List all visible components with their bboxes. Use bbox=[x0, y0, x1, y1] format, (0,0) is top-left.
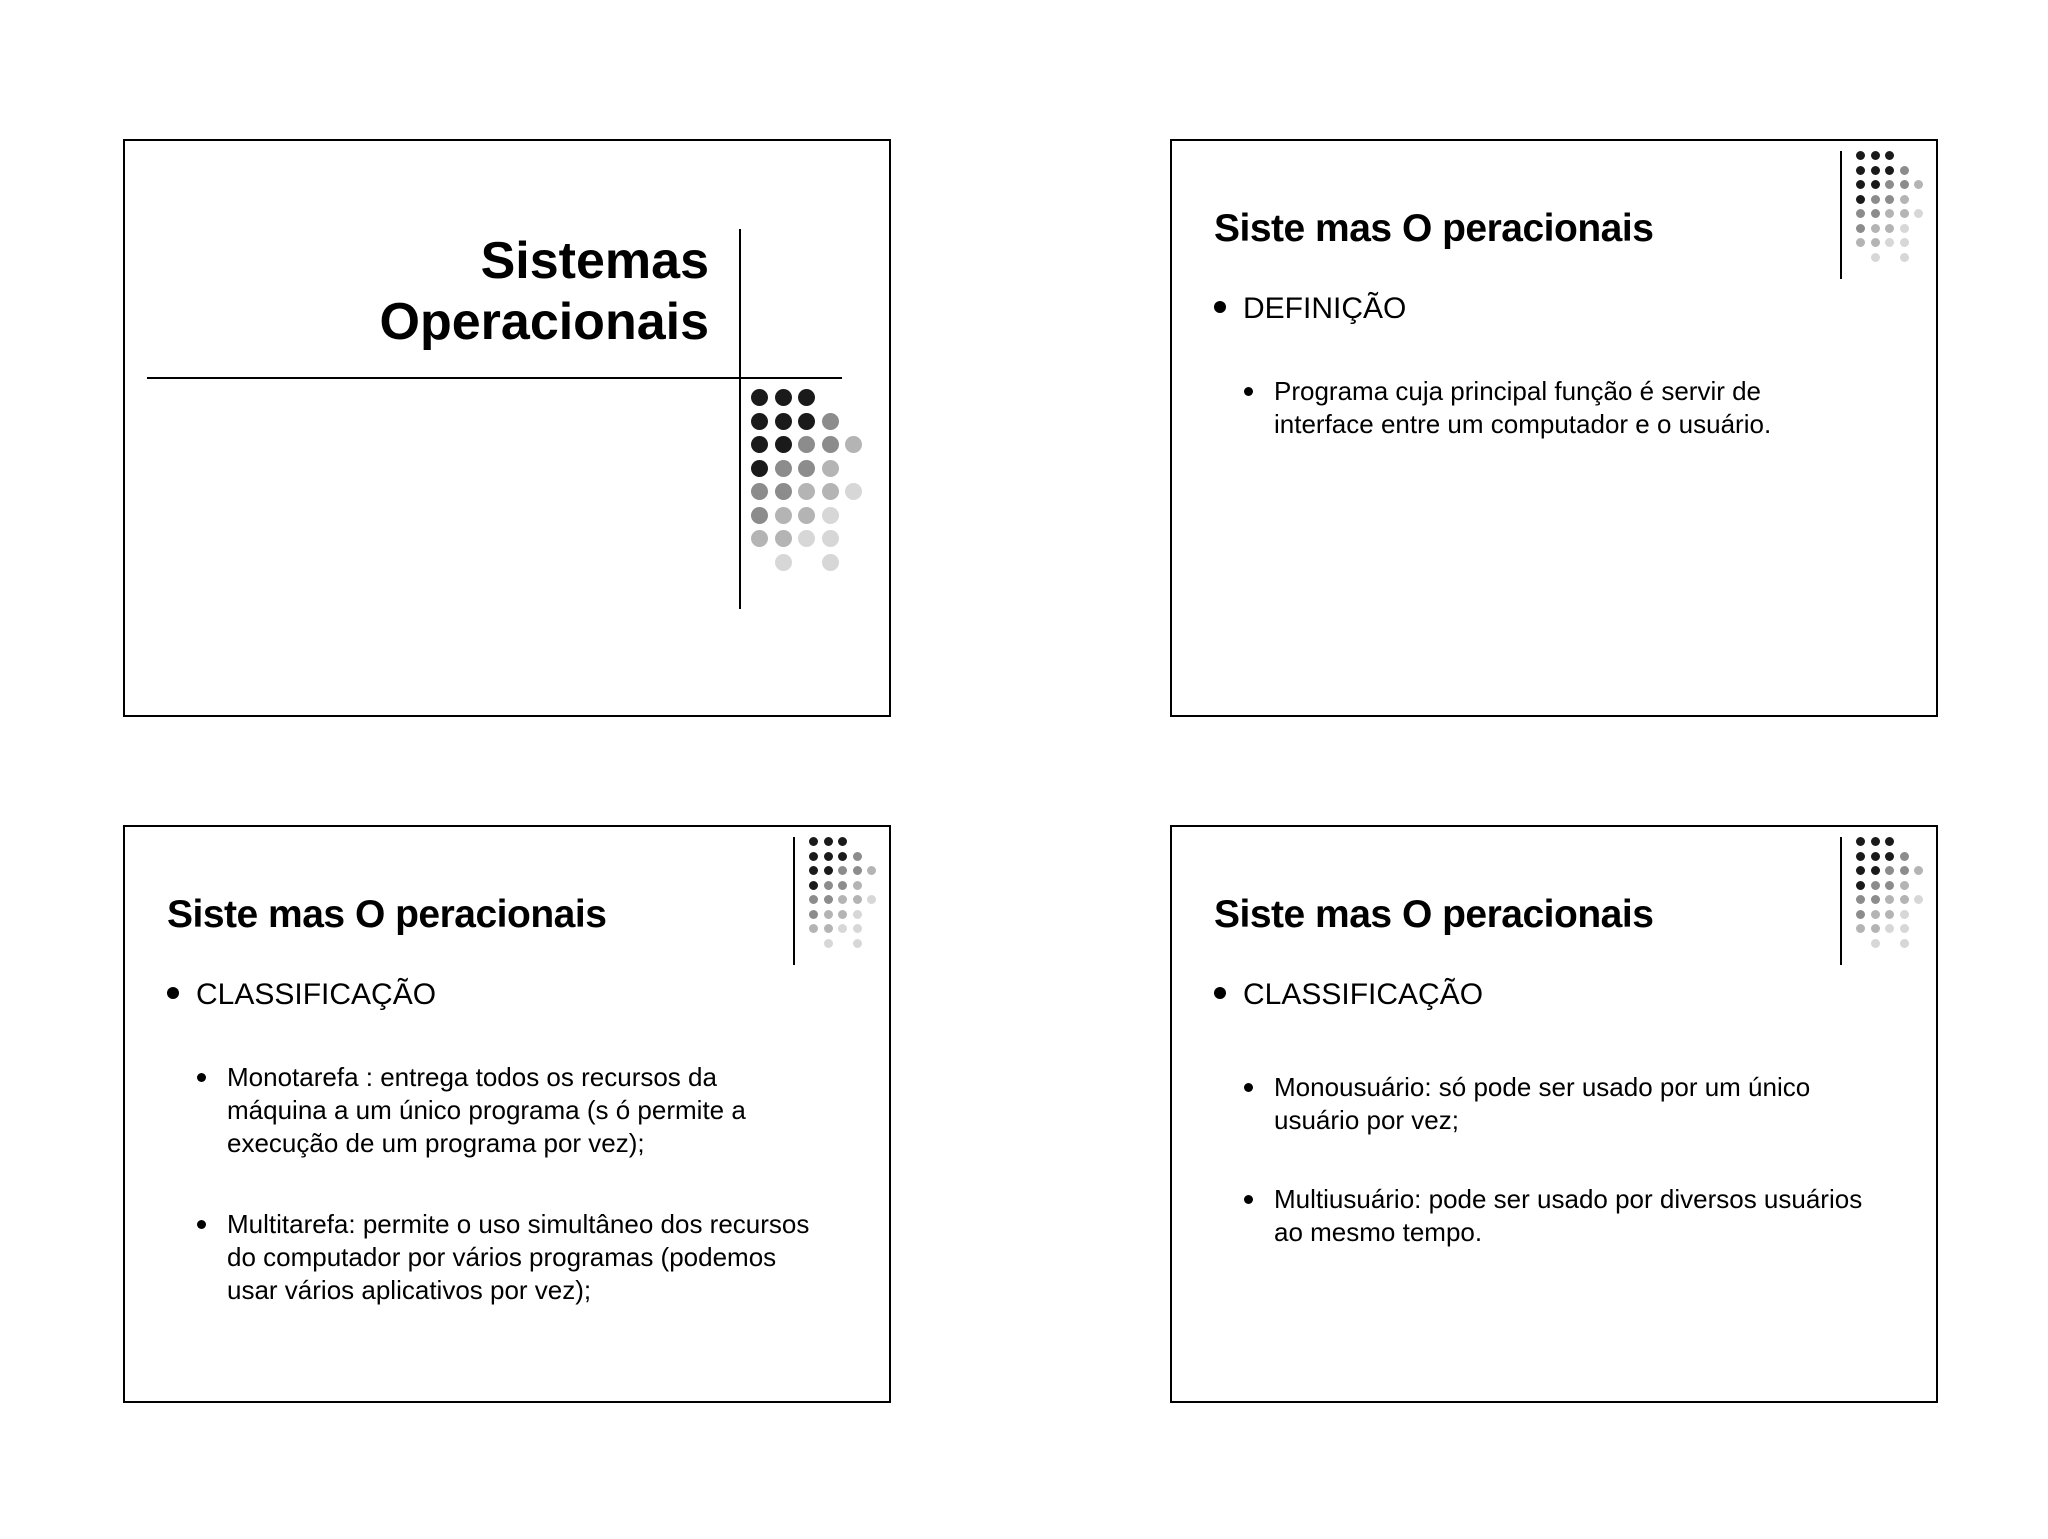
decorative-dot bbox=[775, 413, 792, 430]
divider-vertical bbox=[793, 837, 795, 965]
slide-title: Siste mas O peracionais bbox=[1214, 893, 1654, 936]
divider-vertical bbox=[1840, 837, 1842, 965]
decorative-dot bbox=[1871, 837, 1880, 846]
decorative-dot bbox=[824, 939, 833, 948]
decorative-dot bbox=[798, 483, 815, 500]
decorative-dot bbox=[1885, 238, 1894, 247]
bullet-item-text: Programa cuja principal função é servir de interface entre um computador e o usuário. bbox=[1274, 376, 1772, 439]
decorative-dot bbox=[1856, 151, 1865, 160]
decorative-dot bbox=[1856, 195, 1865, 204]
dot-pattern-decoration bbox=[751, 389, 871, 589]
decorative-dot bbox=[1856, 910, 1865, 919]
decorative-dot bbox=[751, 483, 768, 500]
decorative-dot bbox=[798, 460, 815, 477]
decorative-dot bbox=[838, 881, 847, 890]
decorative-dot bbox=[1885, 195, 1894, 204]
decorative-dot bbox=[824, 852, 833, 861]
decorative-dot bbox=[751, 460, 768, 477]
decorative-dot bbox=[775, 507, 792, 524]
divider-vertical bbox=[739, 229, 741, 609]
decorative-dot bbox=[1856, 866, 1865, 875]
decorative-dot bbox=[1871, 238, 1880, 247]
slide-1 bbox=[123, 139, 891, 717]
decorative-dot bbox=[809, 837, 818, 846]
decorative-dot bbox=[1856, 238, 1865, 247]
decorative-dot bbox=[775, 436, 792, 453]
decorative-dot bbox=[822, 554, 839, 571]
decorative-dot bbox=[822, 483, 839, 500]
slide-title: Siste mas O peracionais bbox=[167, 893, 607, 936]
decorative-dot bbox=[1856, 224, 1865, 233]
bullet-dot-icon bbox=[197, 1073, 206, 1082]
decorative-dot bbox=[809, 866, 818, 875]
decorative-dot bbox=[809, 910, 818, 919]
decorative-dot bbox=[1856, 837, 1865, 846]
decorative-dot bbox=[824, 895, 833, 904]
decorative-dot bbox=[853, 939, 862, 948]
dot-pattern-decoration bbox=[809, 837, 889, 953]
decorative-dot bbox=[1856, 166, 1865, 175]
decorative-dot bbox=[822, 530, 839, 547]
decorative-dot bbox=[1871, 939, 1880, 948]
decorative-dot bbox=[838, 924, 847, 933]
decorative-dot bbox=[1900, 180, 1909, 189]
decorative-dot bbox=[867, 866, 876, 875]
decorative-dot bbox=[1900, 253, 1909, 262]
decorative-dot bbox=[809, 881, 818, 890]
decorative-dot bbox=[1885, 852, 1894, 861]
decorative-dot bbox=[798, 413, 815, 430]
bullet-dot-icon bbox=[1214, 301, 1226, 313]
decorative-dot bbox=[824, 866, 833, 875]
decorative-dot bbox=[853, 866, 862, 875]
bullet-item bbox=[1244, 1071, 1866, 1137]
decorative-dot bbox=[1871, 180, 1880, 189]
decorative-dot bbox=[1871, 910, 1880, 919]
decorative-dot bbox=[751, 413, 768, 430]
decorative-dot bbox=[1856, 924, 1865, 933]
decorative-dot bbox=[867, 895, 876, 904]
decorative-dot bbox=[1871, 224, 1880, 233]
decorative-dot bbox=[838, 852, 847, 861]
bullet-heading-text: CLASSIFICAÇÃO bbox=[1243, 978, 1484, 1011]
decorative-dot bbox=[1871, 895, 1880, 904]
decorative-dot bbox=[838, 895, 847, 904]
decorative-dot bbox=[1871, 151, 1880, 160]
decorative-dot bbox=[1885, 881, 1894, 890]
decorative-dot bbox=[775, 460, 792, 477]
decorative-dot bbox=[1900, 852, 1909, 861]
bullet-dot-icon bbox=[1214, 987, 1226, 999]
bullet-item-text: Monousuário: só pode ser usado por um único usuário por vez; bbox=[1274, 1072, 1811, 1135]
bullet-heading bbox=[167, 977, 436, 1013]
decorative-dot bbox=[1914, 866, 1923, 875]
bullet-heading-text: CLASSIFICAÇÃO bbox=[196, 978, 437, 1011]
decorative-dot bbox=[1885, 180, 1894, 189]
decorative-dot bbox=[1871, 852, 1880, 861]
decorative-dot bbox=[1900, 881, 1909, 890]
decorative-dot bbox=[1900, 866, 1909, 875]
decorative-dot bbox=[824, 837, 833, 846]
decorative-dot bbox=[822, 460, 839, 477]
decorative-dot bbox=[1885, 866, 1894, 875]
decorative-dot bbox=[751, 389, 768, 406]
decorative-dot bbox=[1885, 910, 1894, 919]
decorative-dot bbox=[824, 924, 833, 933]
decorative-dot bbox=[1900, 910, 1909, 919]
decorative-dot bbox=[822, 436, 839, 453]
bullet-item-text: Multiusuário: pode ser usado por diversos usuários ao mesmo tempo. bbox=[1274, 1184, 1863, 1247]
decorative-dot bbox=[1885, 895, 1894, 904]
decorative-dot bbox=[1885, 209, 1894, 218]
cover-title bbox=[380, 231, 709, 353]
slide-4 bbox=[1170, 825, 1938, 1403]
decorative-dot bbox=[751, 530, 768, 547]
decorative-dot bbox=[853, 895, 862, 904]
decorative-dot bbox=[838, 866, 847, 875]
decorative-dot bbox=[1871, 166, 1880, 175]
bullet-dot-icon bbox=[1244, 1195, 1253, 1204]
decorative-dot bbox=[822, 413, 839, 430]
slide-2 bbox=[1170, 139, 1938, 717]
decorative-dot bbox=[1900, 209, 1909, 218]
decorative-dot bbox=[1871, 881, 1880, 890]
decorative-dot bbox=[1885, 924, 1894, 933]
decorative-dot bbox=[1856, 895, 1865, 904]
divider-horizontal bbox=[147, 377, 842, 379]
bullet-item bbox=[1244, 375, 1866, 441]
decorative-dot bbox=[1914, 895, 1923, 904]
decorative-dot bbox=[1871, 209, 1880, 218]
bullet-dot-icon bbox=[167, 987, 179, 999]
cover-title-line-2: Operacionais bbox=[379, 293, 709, 351]
decorative-dot bbox=[798, 507, 815, 524]
decorative-dot bbox=[809, 895, 818, 904]
decorative-dot bbox=[1856, 209, 1865, 218]
bullet-item bbox=[197, 1061, 819, 1160]
bullet-item-text: Monotarefa : entrega todos os recursos da máquina a um único programa (s ó permite a execução de um programa por vez); bbox=[227, 1062, 746, 1158]
slide-3 bbox=[123, 825, 891, 1403]
bullet-heading bbox=[1214, 291, 1406, 327]
decorative-dot bbox=[775, 554, 792, 571]
decorative-dot bbox=[824, 910, 833, 919]
decorative-dot bbox=[853, 881, 862, 890]
bullet-heading-text: DEFINIÇÃO bbox=[1243, 292, 1407, 325]
decorative-dot bbox=[1914, 180, 1923, 189]
decorative-dot bbox=[822, 507, 839, 524]
decorative-dot bbox=[751, 507, 768, 524]
decorative-dot bbox=[1871, 924, 1880, 933]
bullet-heading bbox=[1214, 977, 1483, 1013]
decorative-dot bbox=[845, 483, 862, 500]
decorative-dot bbox=[1900, 238, 1909, 247]
decorative-dot bbox=[798, 389, 815, 406]
decorative-dot bbox=[809, 924, 818, 933]
bullet-item-text: Multitarefa: permite o uso simultâneo dos recursos do computador por vários programas (podemos usar vários aplicativos por vez); bbox=[227, 1209, 810, 1305]
bullet-dot-icon bbox=[197, 1220, 206, 1229]
decorative-dot bbox=[1900, 224, 1909, 233]
decorative-dot bbox=[1885, 151, 1894, 160]
decorative-dot bbox=[1900, 924, 1909, 933]
decorative-dot bbox=[1885, 166, 1894, 175]
decorative-dot bbox=[1871, 195, 1880, 204]
decorative-dot bbox=[775, 530, 792, 547]
decorative-dot bbox=[1856, 180, 1865, 189]
decorative-dot bbox=[1900, 895, 1909, 904]
decorative-dot bbox=[1914, 209, 1923, 218]
divider-vertical bbox=[1840, 151, 1842, 279]
decorative-dot bbox=[1900, 195, 1909, 204]
bullet-dot-icon bbox=[1244, 1083, 1253, 1092]
decorative-dot bbox=[1885, 224, 1894, 233]
decorative-dot bbox=[838, 910, 847, 919]
decorative-dot bbox=[751, 436, 768, 453]
decorative-dot bbox=[798, 436, 815, 453]
decorative-dot bbox=[824, 881, 833, 890]
cover-title-line-1: Sistemas bbox=[480, 232, 709, 290]
bullet-dot-icon bbox=[1244, 387, 1253, 396]
decorative-dot bbox=[1871, 253, 1880, 262]
decorative-dot bbox=[1900, 939, 1909, 948]
decorative-dot bbox=[1856, 852, 1865, 861]
bullet-item bbox=[197, 1208, 819, 1307]
decorative-dot bbox=[853, 852, 862, 861]
decorative-dot bbox=[845, 436, 862, 453]
decorative-dot bbox=[838, 837, 847, 846]
decorative-dot bbox=[1885, 837, 1894, 846]
decorative-dot bbox=[1900, 166, 1909, 175]
decorative-dot bbox=[1871, 866, 1880, 875]
decorative-dot bbox=[853, 910, 862, 919]
slide-title: Siste mas O peracionais bbox=[1214, 207, 1654, 250]
bullet-item bbox=[1244, 1183, 1866, 1249]
dot-pattern-decoration bbox=[1856, 837, 1936, 953]
decorative-dot bbox=[809, 852, 818, 861]
decorative-dot bbox=[775, 483, 792, 500]
decorative-dot bbox=[853, 924, 862, 933]
decorative-dot bbox=[798, 530, 815, 547]
decorative-dot bbox=[775, 389, 792, 406]
dot-pattern-decoration bbox=[1856, 151, 1936, 267]
decorative-dot bbox=[1856, 881, 1865, 890]
